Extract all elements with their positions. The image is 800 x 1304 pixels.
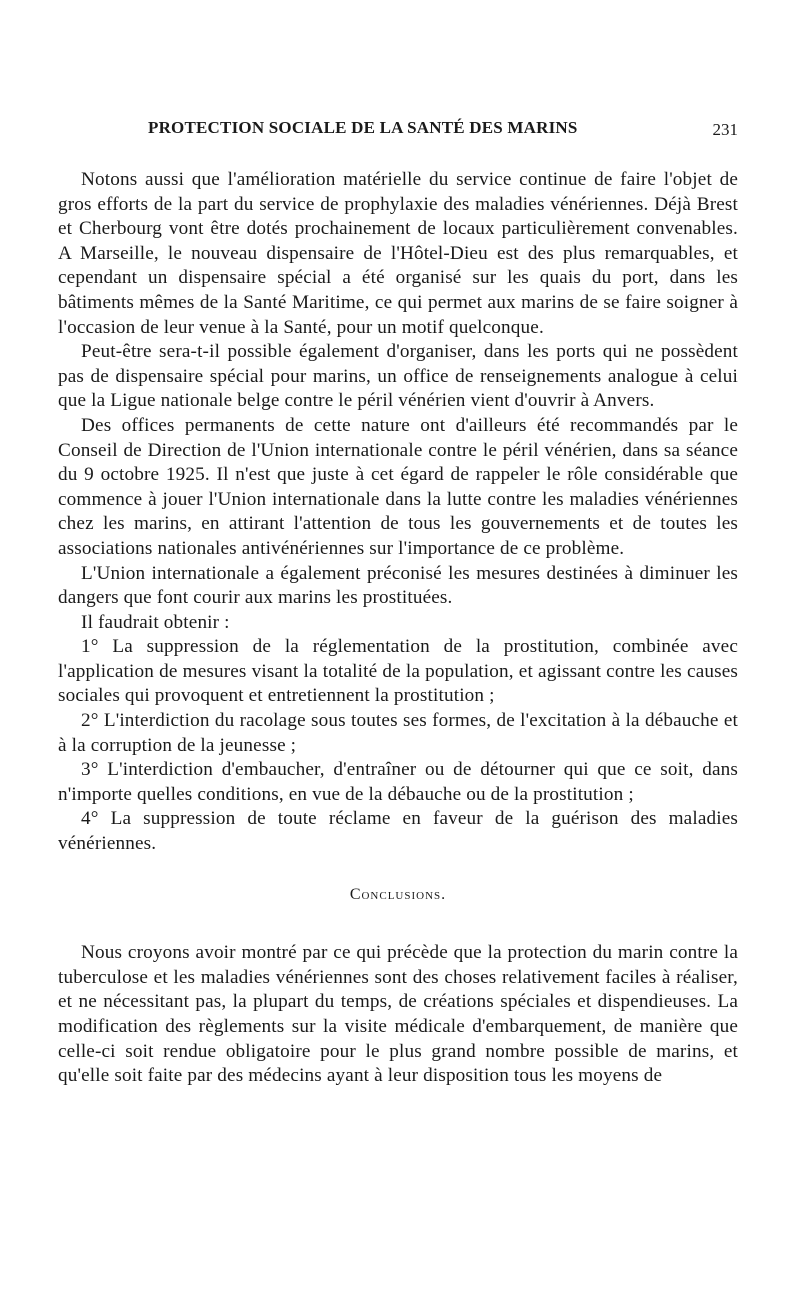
paragraph: Peut-être sera-t-il possible également d'organiser, dans les ports qui ne possèdent pas de dispensaire spécial pour marins, un office de renseignements analogue à celui que la Ligue nationale belge contre le péril vénérien vient d'ouvrir à Anvers.	[58, 341, 738, 412]
section-heading: Conclusions.	[349, 885, 447, 903]
running-title: PROTECTION SOCIALE DE LA SANTÉ DES MARINS	[148, 118, 578, 137]
list-item: 4° La suppression de toute réclame en faveur de la guérison des maladies vénériennes.	[58, 808, 738, 855]
running-header	[58, 118, 738, 148]
paragraph: L'Union internationale a également préconisé les mesures destinées à diminuer les dangers que font courir aux marins les prostituées.	[58, 562, 738, 609]
list-item: 1° La suppression de la réglementation de la prostitution, combinée avec l'application de mesures visant la totalité de la population, et agissant contre les causes sociales qui provoquent et entretiennent la prostitution ;	[58, 636, 738, 707]
paragraph: Notons aussi que l'amélioration matérielle du service continue de faire l'objet de gros efforts de la part du service de prophylaxie des maladies vénériennes. Déjà Brest et Cherbourg vont être dotés prochainement de locaux particulièrement convenables. A Marseille, le nouveau dispensaire de l'Hôtel-Dieu est des plus remarquables, et cependant un dispensaire spécial a été organisé sur les quais du port, dans les bâtiments mêmes de la Santé Maritime, ce qui permet aux marins de se faire soigner à l'occasion de leur venue à la Santé, pour un motif quelconque.	[58, 169, 738, 338]
book-page	[58, 118, 738, 1089]
body-text	[58, 168, 738, 1089]
conclusions-paragraph: Nous croyons avoir montré par ce qui précède que la protection du marin contre la tuberculose et les maladies vénériennes sont des choses relativement faciles à réaliser, et ne nécessitant pas, la plupart du temps, de créations spéciales et dispendieuses. La modification des règlements sur la visite médicale d'embarquement, de manière que celle-ci soit rendue obligatoire pour le plus grand nombre possible de marins, et qu'elle soit faite par des médecins ayant à leur disposition tous les moyens de	[58, 942, 738, 1087]
paragraph: Des offices permanents de cette nature ont d'ailleurs été recommandés par le Conseil de Direction de l'Union internationale contre le péril vénérien, dans sa séance du 9 octobre 1925. Il n'est que juste à cet égard de rappeler le rôle considérable que commence à jouer l'Union internationale dans la lutte contre les maladies vénériennes chez les marins, en attirant l'attention de tous les gouvernements et de toutes les associations nationales antivénériennes sur l'importance de ce problème.	[58, 414, 738, 559]
list-item: 2° L'interdiction du racolage sous toutes ses formes, de l'excitation à la débauche et à la corruption de la jeunesse ;	[58, 710, 738, 756]
page-number: 231	[712, 120, 738, 139]
paragraph: Il faudrait obtenir :	[81, 611, 230, 633]
list-item: 3° L'interdiction d'embaucher, d'entraîner ou de détourner qui que ce soit, dans n'importe quelles conditions, en vue de la débauche ou de la prostitution ;	[58, 759, 738, 805]
